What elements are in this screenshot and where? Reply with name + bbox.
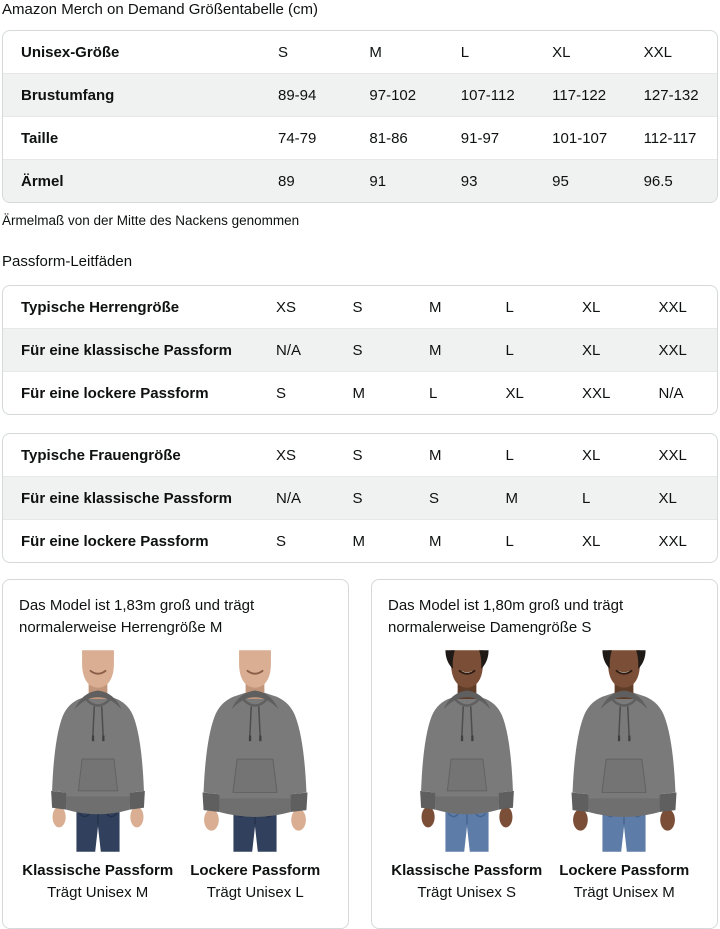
table-cell: N/A [641, 371, 718, 414]
row-label: Ärmel [3, 159, 260, 202]
table-cell: XS [276, 446, 297, 464]
table-cell: M [335, 371, 412, 414]
hoodie [572, 690, 677, 831]
male-model-card-heading: Das Model ist 1,83m groß und trägt normalerweise Herrengröße M [19, 597, 255, 636]
row-label: Für eine klassische Passform [3, 476, 258, 519]
row-label: Taille [3, 116, 260, 159]
table-cell: 107-112 [443, 73, 534, 116]
female-loose-fit-figure [546, 645, 704, 903]
table-cell: M [335, 519, 412, 562]
table-cell: S [411, 476, 488, 519]
table-cell: N/A [258, 476, 335, 519]
size-measurements-table [2, 30, 718, 203]
table-cell: L [488, 328, 565, 371]
row-label: Für eine lockere Passform [3, 371, 258, 414]
table-cell: S [258, 371, 335, 414]
hoodie-model-illustration [392, 645, 542, 857]
right-hand [291, 809, 306, 831]
left-hand [421, 807, 434, 828]
table-row [3, 476, 717, 519]
fit-label: Klassische Passform [22, 862, 174, 879]
womens-fit-guide-table [2, 433, 718, 563]
table-cell: XL [552, 43, 571, 61]
table-row [3, 31, 717, 73]
male-model-loose-fit-image [180, 645, 330, 857]
kangaroo-pocket [602, 759, 646, 792]
row-label: Für eine lockere Passform [3, 519, 258, 562]
model-cards-row [2, 579, 718, 929]
table-cell: XXL [564, 371, 641, 414]
table-cell: XL [564, 519, 641, 562]
table-cell: 127-132 [626, 73, 717, 116]
table-row [3, 73, 717, 116]
table-cell: 97-102 [351, 73, 442, 116]
row-label: Typische Frauengröße [21, 446, 181, 464]
hoodie [420, 692, 514, 827]
kangaroo-pocket [447, 759, 486, 791]
hoodie-model-illustration [180, 645, 330, 857]
table-cell: 101-107 [534, 116, 625, 159]
table-row [3, 519, 717, 562]
table-cell: N/A [258, 328, 335, 371]
row-label: Typische Herrengröße [21, 298, 180, 316]
fit-label: Klassische Passform [391, 862, 543, 879]
size-worn-label: Trägt Unisex M [47, 884, 149, 901]
table-cell: S [352, 298, 363, 316]
table-row [3, 116, 717, 159]
table-cell: L [505, 446, 514, 464]
female-model-loose-fit-image [549, 645, 699, 857]
female-model-card [371, 579, 718, 929]
male-figures [19, 645, 334, 903]
table-cell: S [278, 43, 289, 61]
table-cell: M [429, 298, 442, 316]
left-hand [52, 807, 65, 828]
table-cell: S [352, 446, 363, 464]
page-title: Amazon Merch on Demand Größentabelle (cm) [2, 1, 318, 18]
fit-label: Lockere Passform [190, 862, 321, 879]
table-cell: M [429, 446, 442, 464]
right-hand [660, 809, 675, 831]
row-label: Brustumfang [3, 73, 260, 116]
table-cell: S [335, 476, 412, 519]
female-figures [388, 645, 703, 903]
table-cell: XXL [658, 298, 687, 316]
table-cell: 81-86 [351, 116, 442, 159]
table-cell: S [258, 519, 335, 562]
table-cell: XL [488, 371, 565, 414]
left-hand [573, 809, 588, 831]
table-cell: M [369, 43, 382, 61]
male-loose-fit-figure [177, 645, 335, 903]
kangaroo-pocket [78, 759, 117, 791]
male-classic-fit-figure [19, 645, 177, 903]
table-cell: 95 [534, 159, 625, 202]
sleeve-measure-note: Ärmelmaß von der Mitte des Nackens genommen [2, 213, 300, 228]
table-row [3, 328, 717, 371]
table-cell: 91-97 [443, 116, 534, 159]
table-cell: XL [641, 476, 718, 519]
table-cell: 89-94 [260, 73, 351, 116]
row-label: Unisex-Größe [21, 43, 120, 61]
table-cell: S [335, 328, 412, 371]
table-cell: XL [564, 328, 641, 371]
table-row [3, 371, 717, 414]
hoodie-model-illustration [23, 645, 173, 857]
table-cell: M [411, 328, 488, 371]
table-cell: L [564, 476, 641, 519]
table-row [3, 159, 717, 202]
size-worn-label: Trägt Unisex M [573, 884, 675, 901]
table-cell: XL [582, 298, 601, 316]
female-model-classic-fit-image [392, 645, 542, 857]
table-cell: 117-122 [534, 73, 625, 116]
left-hand [204, 809, 219, 831]
table-cell: XXL [658, 446, 687, 464]
table-cell: XS [276, 298, 297, 316]
row-label: Für eine klassische Passform [3, 328, 258, 371]
female-classic-fit-figure [388, 645, 546, 903]
table-cell: XL [582, 446, 601, 464]
table-cell: XXL [641, 519, 718, 562]
hoodie [51, 692, 145, 827]
table-cell: L [488, 519, 565, 562]
hoodie-model-illustration [549, 645, 699, 857]
table-cell: 74-79 [260, 116, 351, 159]
fit-label: Lockere Passform [559, 862, 690, 879]
table-row [3, 434, 717, 476]
table-cell: 89 [260, 159, 351, 202]
table-cell: M [488, 476, 565, 519]
size-worn-label: Trägt Unisex S [417, 884, 517, 901]
table-cell: L [411, 371, 488, 414]
table-cell: XXL [641, 328, 718, 371]
table-cell: 96.5 [626, 159, 717, 202]
hoodie [203, 690, 308, 831]
right-hand [499, 807, 512, 828]
fit-guides-heading: Passform-Leitfäden [2, 253, 133, 270]
table-cell: 91 [351, 159, 442, 202]
size-worn-label: Trägt Unisex L [206, 884, 304, 901]
male-model-classic-fit-image [23, 645, 173, 857]
table-cell: XXL [643, 43, 672, 61]
table-cell: L [505, 298, 514, 316]
male-model-card [2, 579, 349, 929]
table-row [3, 286, 717, 328]
table-cell: 112-117 [626, 116, 717, 159]
right-hand [130, 807, 143, 828]
mens-fit-guide-table [2, 285, 718, 415]
female-model-card-heading: Das Model ist 1,80m groß und trägt normalerweise Damengröße S [388, 597, 624, 636]
kangaroo-pocket [233, 759, 277, 792]
table-cell: L [460, 43, 470, 61]
table-cell: 93 [443, 159, 534, 202]
table-cell: M [411, 519, 488, 562]
